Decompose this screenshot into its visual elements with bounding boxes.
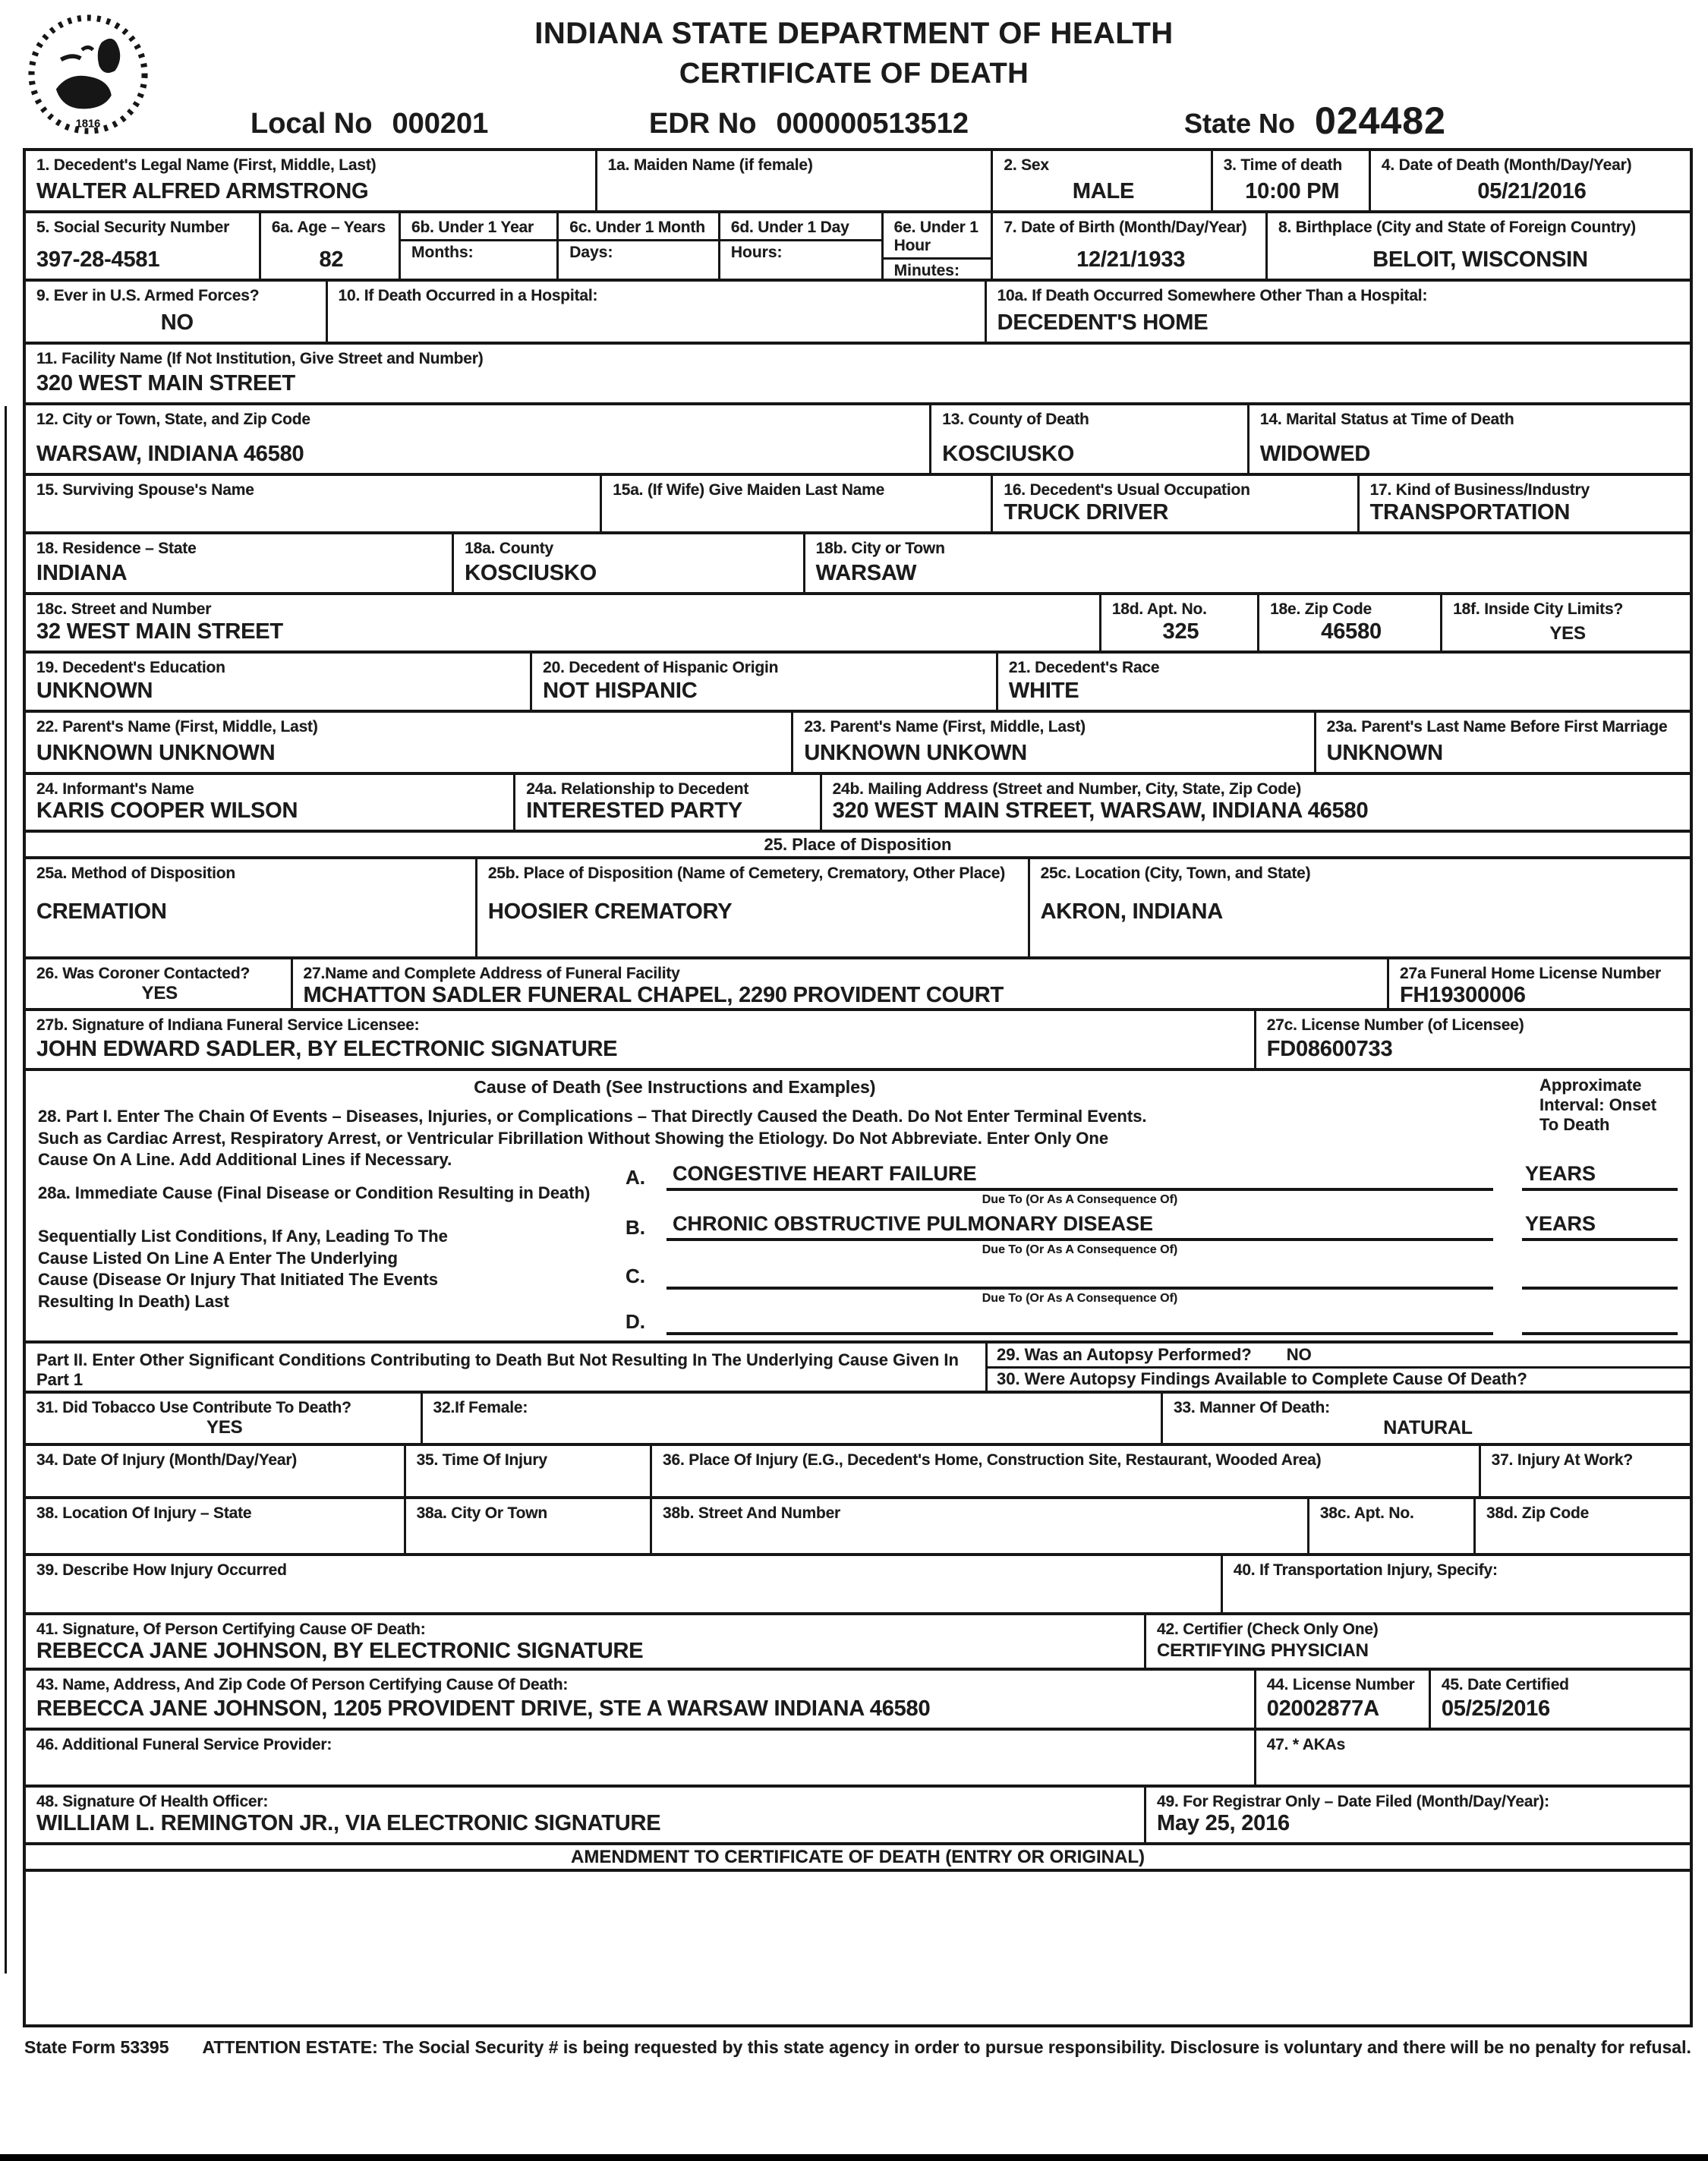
field-36-place-of-injury <box>650 1446 1479 1496</box>
due-to-label: Due To (Or As A Consequence Of) <box>982 1243 1178 1256</box>
agency-title: INDIANA STATE DEPARTMENT OF HEALTH <box>534 17 1174 50</box>
field-47-value <box>1267 1778 1682 1781</box>
field-25c-location <box>1028 859 1690 956</box>
field-23-value: UNKNOWN UNKOWN <box>804 741 1027 765</box>
field-10a-label: 10a. If Death Occurred Somewhere Other Than a Hospital: <box>997 287 1428 304</box>
field-18d-value: 325 <box>1162 619 1199 644</box>
row-19 <box>26 1612 1690 1668</box>
field-24a-relationship <box>513 775 819 830</box>
field-27-label: 27.Name and Complete Address of Funeral Facility <box>303 965 680 982</box>
field-25c-value: AKRON, INDIANA <box>1040 899 1224 925</box>
field-30-autopsy-findings <box>988 1369 1690 1391</box>
field-3-value: 10:00 PM <box>1245 179 1340 203</box>
field-35-value <box>417 1490 642 1492</box>
place-of-disposition-band: 25. Place of Disposition <box>26 830 1690 856</box>
field-18d-label: 18d. Apt. No. <box>1111 600 1207 618</box>
field-38a-value <box>417 1547 642 1549</box>
field-38a-label: 38a. City Or Town <box>416 1504 547 1522</box>
field-26-label: 26. Was Coroner Contacted? <box>36 965 251 982</box>
field-15-surviving-spouse <box>26 476 600 531</box>
field-33-label: 33. Manner Of Death: <box>1173 1399 1330 1416</box>
field-6a-value: 82 <box>319 247 344 272</box>
field-8-label: 8. Birthplace (City and State of Foreign Country) <box>1278 219 1636 236</box>
cause-line-b-letter: B. <box>626 1216 645 1239</box>
field-6d-under-1-day <box>718 213 881 279</box>
field-21-value: WHITE <box>1008 679 1079 703</box>
field-25c-label: 25c. Location (City, Town, and State) <box>1040 865 1311 882</box>
field-9-value: NO <box>160 310 194 335</box>
field-20-value: NOT HISPANIC <box>543 679 698 703</box>
field-1a-maiden-name <box>595 151 991 210</box>
field-12-city-state-zip <box>26 405 929 473</box>
field-47-akas <box>1254 1731 1690 1785</box>
certificate-form <box>23 148 1693 2027</box>
scan-bottom-bar-artifact <box>0 2154 1708 2161</box>
field-22-parent-name <box>26 713 791 772</box>
field-10a-death-other-than-hospital <box>985 282 1690 342</box>
cause-line-b-value: CHRONIC OBSTRUCTIVE PULMONARY DISEASE <box>666 1212 1493 1241</box>
field-20-label: 20. Decedent of Hispanic Origin <box>543 659 779 676</box>
row-15 <box>26 1391 1690 1443</box>
field-29-label: 29. Was an Autopsy Performed? <box>996 1344 1252 1364</box>
field-6b-months-label: Months: <box>401 239 556 262</box>
field-9-label: 9. Ever in U.S. Armed Forces? <box>36 287 260 304</box>
cause-line-b <box>626 1212 1678 1257</box>
field-34-value <box>36 1490 396 1492</box>
field-28a-immediate-cause-label: 28a. Immediate Cause (Final Disease or Condition Resulting in Death) <box>38 1183 591 1202</box>
field-18b-label: 18b. City or Town <box>815 540 945 557</box>
row-2 <box>26 210 1690 279</box>
row-21 <box>26 1728 1690 1785</box>
document-title: CERTIFICATE OF DEATH <box>679 58 1029 90</box>
field-15a-wife-maiden-last-name <box>600 476 991 531</box>
field-42-label: 42. Certifier (Check Only One) <box>1157 1621 1379 1638</box>
field-38-value <box>36 1547 396 1549</box>
field-2-value: MALE <box>1072 179 1135 203</box>
field-22-label: 22. Parent's Name (First, Middle, Last) <box>36 718 318 736</box>
field-26-value: YES <box>141 983 178 1004</box>
cause-line-a <box>626 1162 1678 1207</box>
seal-year: 1816 <box>75 118 101 131</box>
field-35-label: 35. Time Of Injury <box>416 1451 547 1469</box>
field-27-value: MCHATTON SADLER FUNERAL CHAPEL, 2290 PROVIDENT COURT <box>303 983 1004 1008</box>
field-15-label: 15. Surviving Spouse's Name <box>36 481 254 499</box>
field-6d-hours-label: Hours: <box>720 239 881 262</box>
field-18c-street-and-number <box>26 595 1099 651</box>
field-3-label: 3. Time of death <box>1223 156 1342 174</box>
sequential-conditions-label: Sequentially List Conditions, If Any, Leading To The Cause Listed On Line A Enter The Underlying Cause (Disease Or Injury That Initiated The Events Resulting In Death) Last <box>38 1227 448 1311</box>
field-6a-label: 6a. Age – Years <box>271 219 386 236</box>
field-44-label: 44. License Number <box>1266 1676 1415 1693</box>
row-6 <box>26 473 1690 531</box>
field-23a-label: 23a. Parent's Last Name Before First Marriage <box>1326 718 1668 736</box>
field-17-value: TRANSPORTATION <box>1369 500 1571 524</box>
field-18b-city-or-town <box>803 534 1690 592</box>
footer-notice <box>24 2037 1691 2058</box>
row-3 <box>26 279 1690 342</box>
field-43-label: 43. Name, Address, And Zip Code Of Person Certifying Cause Of Death: <box>36 1676 569 1693</box>
field-17-label: 17. Kind of Business/Industry <box>1369 481 1590 499</box>
field-34-date-of-injury <box>26 1446 404 1496</box>
field-18d-apt-no <box>1099 595 1257 651</box>
cause-line-a-interval: YEARS <box>1522 1162 1678 1191</box>
field-24a-value: INTERESTED PARTY <box>526 799 742 824</box>
field-18f-value: YES <box>1549 623 1586 644</box>
field-15a-label: 15a. (If Wife) Give Maiden Last Name <box>613 481 885 499</box>
field-18f-inside-city-limits <box>1440 595 1690 651</box>
field-11-value: 320 WEST MAIN STREET <box>36 371 295 395</box>
field-24-value: KARIS COOPER WILSON <box>36 799 298 824</box>
field-4-date-of-death <box>1369 151 1690 210</box>
field-8-birthplace <box>1265 213 1690 279</box>
field-46-label: 46. Additional Funeral Service Provider: <box>36 1736 332 1753</box>
field-42-value: CERTIFYING PHYSICIAN <box>1157 1640 1369 1661</box>
field-1-value: WALTER ALFRED ARMSTRONG <box>36 179 369 203</box>
field-25b-place-of-disposition <box>475 859 1028 956</box>
field-18-label: 18. Residence – State <box>36 540 197 557</box>
field-31-label: 31. Did Tobacco Use Contribute To Death? <box>36 1399 351 1416</box>
field-1a-value <box>608 204 984 206</box>
field-49-label: 49. For Registrar Only – Date Filed (Month/Day/Year): <box>1157 1793 1549 1810</box>
field-6c-days-label: Days: <box>559 239 718 262</box>
field-39-describe-how-injury-occurred <box>26 1556 1221 1612</box>
field-31-tobacco-use <box>26 1394 421 1443</box>
field-10-death-in-hospital <box>326 282 985 342</box>
edr-no-value: 000000513512 <box>776 108 969 140</box>
field-2-sex <box>991 151 1210 210</box>
field-36-label: 36. Place Of Injury (E.G., Decedent's Home, Construction Site, Restaurant, Wooded Area) <box>662 1451 1322 1469</box>
field-19-education <box>26 654 530 710</box>
local-no <box>251 108 488 140</box>
due-to-label: Due To (Or As A Consequence Of) <box>982 1193 1178 1206</box>
field-48-health-officer-signature <box>26 1788 1144 1842</box>
field-32-value <box>433 1437 1153 1439</box>
row-20 <box>26 1668 1690 1728</box>
field-2-label: 2. Sex <box>1004 156 1049 174</box>
field-18e-zip-code <box>1257 595 1440 651</box>
field-18e-value: 46580 <box>1321 619 1382 644</box>
field-38b-label: 38b. Street And Number <box>662 1504 841 1522</box>
field-18a-label: 18a. County <box>465 540 553 557</box>
field-18c-label: 18c. Street and Number <box>36 600 212 618</box>
field-13-county-of-death <box>929 405 1247 473</box>
field-11-label: 11. Facility Name (If Not Institution, Give Street and Number) <box>36 350 484 367</box>
field-7-date-of-birth <box>991 213 1265 279</box>
part2-row <box>26 1340 1690 1391</box>
field-25b-label: 25b. Place of Disposition (Name of Cemetery, Crematory, Other Place) <box>487 865 1005 882</box>
row-14 <box>26 1008 1690 1068</box>
field-18a-county <box>452 534 803 592</box>
field-49-date-filed <box>1144 1788 1690 1842</box>
field-47-label: 47. * AKAs <box>1266 1736 1346 1753</box>
field-40-transportation-injury <box>1221 1556 1690 1612</box>
cause-line-d-interval <box>1522 1308 1678 1335</box>
row-16 <box>26 1443 1690 1496</box>
field-24b-label: 24b. Mailing Address (Street and Number, City, State, Zip Code) <box>832 780 1302 798</box>
field-29-value: NO <box>1286 1344 1312 1364</box>
field-45-date-certified <box>1429 1671 1690 1728</box>
field-10-label: 10. If Death Occurred in a Hospital: <box>338 287 598 304</box>
field-46-value <box>36 1778 1246 1781</box>
row-11 <box>26 772 1690 830</box>
field-18a-value: KOSCIUSKO <box>465 561 597 585</box>
field-4-value: 05/21/2016 <box>1477 179 1587 203</box>
field-6a-age-years <box>259 213 399 279</box>
field-13-value: KOSCIUSKO <box>942 442 1075 466</box>
field-6b-under-1-year <box>399 213 556 279</box>
field-21-label: 21. Decedent's Race <box>1008 659 1160 676</box>
cause-line-c <box>626 1262 1678 1306</box>
field-23a-parent-last-name-before-marriage <box>1314 713 1690 772</box>
field-41-label: 41. Signature, Of Person Certifying Cause OF Death: <box>36 1621 426 1638</box>
field-27b-funeral-licensee-signature <box>26 1011 1254 1068</box>
field-45-label: 45. Date Certified <box>1441 1676 1569 1693</box>
field-26-coroner-contacted <box>26 959 291 1008</box>
field-27c-value: FD08600733 <box>1266 1037 1393 1061</box>
field-38d-value <box>1486 1547 1682 1549</box>
field-43-value: REBECCA JANE JOHNSON, 1205 PROVIDENT DRIVE, STE A WARSAW INDIANA 46580 <box>36 1696 931 1721</box>
field-39-label: 39. Describe How Injury Occurred <box>36 1561 287 1579</box>
field-15-value <box>36 525 592 528</box>
field-44-license-number <box>1254 1671 1429 1728</box>
field-37-value <box>1492 1490 1682 1492</box>
field-40-value <box>1234 1606 1682 1608</box>
field-38d-label: 38d. Zip Code <box>1486 1504 1590 1522</box>
row-4 <box>26 342 1690 402</box>
row-17 <box>26 1496 1690 1553</box>
field-41-value: REBECCA JANE JOHNSON, BY ELECTRONIC SIGNATURE <box>36 1639 644 1664</box>
field-38c-apt-no <box>1307 1499 1473 1553</box>
field-18e-label: 18e. Zip Code <box>1270 600 1372 618</box>
field-5-value: 397-28-4581 <box>36 247 160 272</box>
field-6e-label: 6e. Under 1 Hour <box>893 219 978 255</box>
field-5-ssn <box>26 213 259 279</box>
field-27b-label: 27b. Signature of Indiana Funeral Service Licensee: <box>36 1016 420 1034</box>
field-27a-value: FH19300006 <box>1400 983 1526 1008</box>
field-42-certifier-type <box>1144 1615 1690 1668</box>
field-6c-under-1-month <box>556 213 718 279</box>
field-37-injury-at-work <box>1479 1446 1690 1496</box>
field-39-value <box>36 1606 1213 1608</box>
field-25a-value: CREMATION <box>36 899 167 925</box>
field-23-parent-name <box>791 713 1313 772</box>
edr-no-label: EDR No <box>649 108 757 140</box>
field-18-residence-state <box>26 534 452 592</box>
field-38a-city-or-town <box>404 1499 650 1553</box>
field-12-value: WARSAW, INDIANA 46580 <box>36 442 304 466</box>
field-48-label: 48. Signature Of Health Officer: <box>36 1793 269 1810</box>
field-3-time-of-death <box>1211 151 1369 210</box>
field-14-value: WIDOWED <box>1259 442 1371 466</box>
field-21-race <box>996 654 1690 710</box>
field-38b-street-and-number <box>650 1499 1307 1553</box>
field-20-hispanic-origin <box>530 654 996 710</box>
field-7-value: 12/21/1933 <box>1076 247 1186 272</box>
estate-attention-notice: ATTENTION ESTATE: The Social Security # is being requested by this state agency in order to pursue responsibility. Disclosure is voluntary and there will be no penalty for refusal. <box>202 2037 1691 2057</box>
field-6d-label: 6d. Under 1 Day <box>730 219 849 236</box>
field-18f-label: 18f. Inside City Limits? <box>1453 600 1624 618</box>
field-18b-value: WARSAW <box>815 561 917 585</box>
state-form-number: State Form 53395 <box>24 2037 169 2057</box>
field-18c-value: 32 WEST MAIN STREET <box>36 619 283 644</box>
row-9 <box>26 651 1690 710</box>
field-29-autopsy-performed <box>988 1344 1690 1369</box>
row-10 <box>26 710 1690 772</box>
row-18 <box>26 1553 1690 1612</box>
cause-line-c-value <box>666 1262 1493 1290</box>
local-no-value: 000201 <box>392 108 489 140</box>
field-16-label: 16. Decedent's Usual Occupation <box>1004 481 1250 499</box>
field-48-value: WILLIAM L. REMINGTON JR., VIA ELECTRONIC SIGNATURE <box>36 1811 661 1836</box>
field-17-business-industry <box>1357 476 1690 531</box>
field-27b-value: JOHN EDWARD SADLER, BY ELECTRONIC SIGNATURE <box>36 1037 618 1061</box>
field-22-value: UNKNOWN UNKNOWN <box>36 741 276 765</box>
field-32-if-female <box>421 1394 1161 1443</box>
field-6e-minutes-label: Minutes: <box>884 257 991 279</box>
field-24-informant-name <box>26 775 513 830</box>
field-31-value: YES <box>206 1417 243 1438</box>
field-23a-value: UNKNOWN <box>1326 741 1443 765</box>
row-7 <box>26 531 1690 592</box>
approximate-interval-header: Approximate Interval: Onset To Death <box>1539 1076 1657 1134</box>
cause-of-death-section <box>26 1068 1690 1391</box>
field-1-label: 1. Decedent's Legal Name (First, Middle, Last) <box>36 156 377 174</box>
field-12-label: 12. City or Town, State, and Zip Code <box>36 411 310 428</box>
cause-line-d <box>626 1308 1678 1335</box>
field-23-label: 23. Parent's Name (First, Middle, Last) <box>804 718 1086 736</box>
field-10-value <box>339 335 977 338</box>
field-27c-licensee-license-number <box>1254 1011 1690 1068</box>
field-24-label: 24. Informant's Name <box>36 780 194 798</box>
row-5 <box>26 402 1690 473</box>
row-1 <box>26 151 1690 210</box>
field-6e-under-1-hour <box>881 213 991 279</box>
field-15a-value <box>613 525 983 528</box>
field-25b-value: HOOSIER CREMATORY <box>487 899 733 925</box>
field-11-facility-name <box>26 345 1690 402</box>
field-6c-label: 6c. Under 1 Month <box>569 219 705 236</box>
part1-instructions: 28. Part I. Enter The Chain Of Events – Diseases, Injuries, or Complications – That Directly Caused the Death. Do Not Enter Terminal Events. Such as Cardiac Arrest, Respiratory Arrest, or Ventricular Fibrillation Without Showing the Etiology. Do Not Abbreviate. Enter Only One Cause On A Line. Add Additional Lines if Necessary. <box>38 1107 1147 1170</box>
due-to-label: Due To (Or As A Consequence Of) <box>982 1292 1178 1305</box>
field-27a-funeral-home-license <box>1387 959 1690 1008</box>
field-38-location-of-injury-state <box>26 1499 404 1553</box>
field-7-label: 7. Date of Birth (Month/Day/Year) <box>1004 219 1247 236</box>
field-38b-value <box>663 1547 1300 1549</box>
field-19-label: 19. Decedent's Education <box>36 659 225 676</box>
cause-line-d-value <box>666 1308 1493 1335</box>
field-30-label: 30. Were Autopsy Findings Available to Complete Cause Of Death? <box>996 1369 1527 1389</box>
field-14-marital-status <box>1247 405 1690 473</box>
field-45-value: 05/25/2016 <box>1441 1696 1550 1721</box>
field-38c-value <box>1320 1547 1466 1549</box>
field-10a-value: DECEDENT'S HOME <box>997 310 1209 335</box>
field-34-label: 34. Date Of Injury (Month/Day/Year) <box>36 1451 298 1469</box>
cause-section-title: Cause of Death (See Instructions and Examples) <box>474 1077 876 1097</box>
field-1-decedent-legal-name <box>26 151 595 210</box>
local-no-label: Local No <box>251 108 373 140</box>
row-13 <box>26 956 1690 1008</box>
field-37-label: 37. Injury At Work? <box>1491 1451 1633 1469</box>
field-24a-label: 24a. Relationship to Decedent <box>526 780 749 798</box>
scan-edge-artifact <box>5 406 7 1974</box>
field-4-label: 4. Date of Death (Month/Day/Year) <box>1381 156 1632 174</box>
field-18-value: INDIANA <box>36 561 128 585</box>
field-32-label: 32.If Female: <box>433 1399 528 1416</box>
field-19-value: UNKNOWN <box>36 679 153 703</box>
field-27-funeral-facility <box>291 959 1388 1008</box>
field-27c-label: 27c. License Number (of Licensee) <box>1266 1016 1524 1034</box>
amendment-empty-area <box>26 1869 1690 2024</box>
cause-line-d-letter: D. <box>626 1310 645 1333</box>
row-8 <box>26 592 1690 651</box>
field-14-label: 14. Marital Status at Time of Death <box>1259 411 1514 428</box>
field-35-time-of-injury <box>404 1446 650 1496</box>
cause-line-a-value: CONGESTIVE HEART FAILURE <box>666 1162 1493 1191</box>
field-27a-label: 27a Funeral Home License Number <box>1400 965 1661 982</box>
field-24b-value: 320 WEST MAIN STREET, WARSAW, INDIANA 46580 <box>832 799 1369 824</box>
cause-line-b-interval: YEARS <box>1522 1212 1678 1241</box>
part2-label: Part II. Enter Other Significant Conditions Contributing to Death But Not Resulting In The Underlying Cause Given In Part 1 <box>26 1344 988 1391</box>
field-25a-label: 25a. Method of Disposition <box>36 865 235 882</box>
field-33-value: NATURAL <box>1383 1417 1473 1439</box>
field-13-label: 13. County of Death <box>942 411 1089 428</box>
cause-line-c-interval <box>1522 1262 1678 1290</box>
amendment-band: AMENDMENT TO CERTIFICATE OF DEATH (ENTRY OR ORIGINAL) <box>26 1842 1690 1869</box>
field-38-label: 38. Location Of Injury – State <box>36 1504 252 1522</box>
field-49-value: May 25, 2016 <box>1157 1811 1290 1836</box>
state-no <box>1184 99 1446 142</box>
field-33-manner-of-death <box>1161 1394 1690 1443</box>
field-16-value: TRUCK DRIVER <box>1004 500 1169 524</box>
row-12 <box>26 856 1690 956</box>
state-no-label: State No <box>1184 108 1296 139</box>
cause-line-a-letter: A. <box>626 1166 645 1189</box>
field-41-certifier-signature <box>26 1615 1144 1668</box>
field-5-label: 5. Social Security Number <box>36 219 230 236</box>
row-22 <box>26 1785 1690 1842</box>
field-6b-label: 6b. Under 1 Year <box>411 219 534 236</box>
field-38c-label: 38c. Apt. No. <box>1319 1504 1414 1522</box>
field-43-certifier-name-address <box>26 1671 1254 1728</box>
field-8-value: BELOIT, WISCONSIN <box>1372 247 1588 272</box>
field-44-value: 02002877A <box>1266 1696 1379 1721</box>
field-9-armed-forces <box>26 282 326 342</box>
field-46-additional-funeral-provider <box>26 1731 1254 1785</box>
field-16-usual-occupation <box>991 476 1357 531</box>
edr-no <box>649 108 969 140</box>
cause-line-c-letter: C. <box>626 1265 645 1287</box>
state-no-value: 024482 <box>1315 99 1446 142</box>
field-40-label: 40. If Transportation Injury, Specify: <box>1233 1561 1498 1579</box>
field-36-value <box>663 1490 1471 1492</box>
field-24b-mailing-address <box>820 775 1690 830</box>
field-38d-zip-code <box>1473 1499 1690 1553</box>
field-25a-method-of-disposition <box>26 859 475 956</box>
field-1a-label: 1a. Maiden Name (if female) <box>607 156 813 174</box>
